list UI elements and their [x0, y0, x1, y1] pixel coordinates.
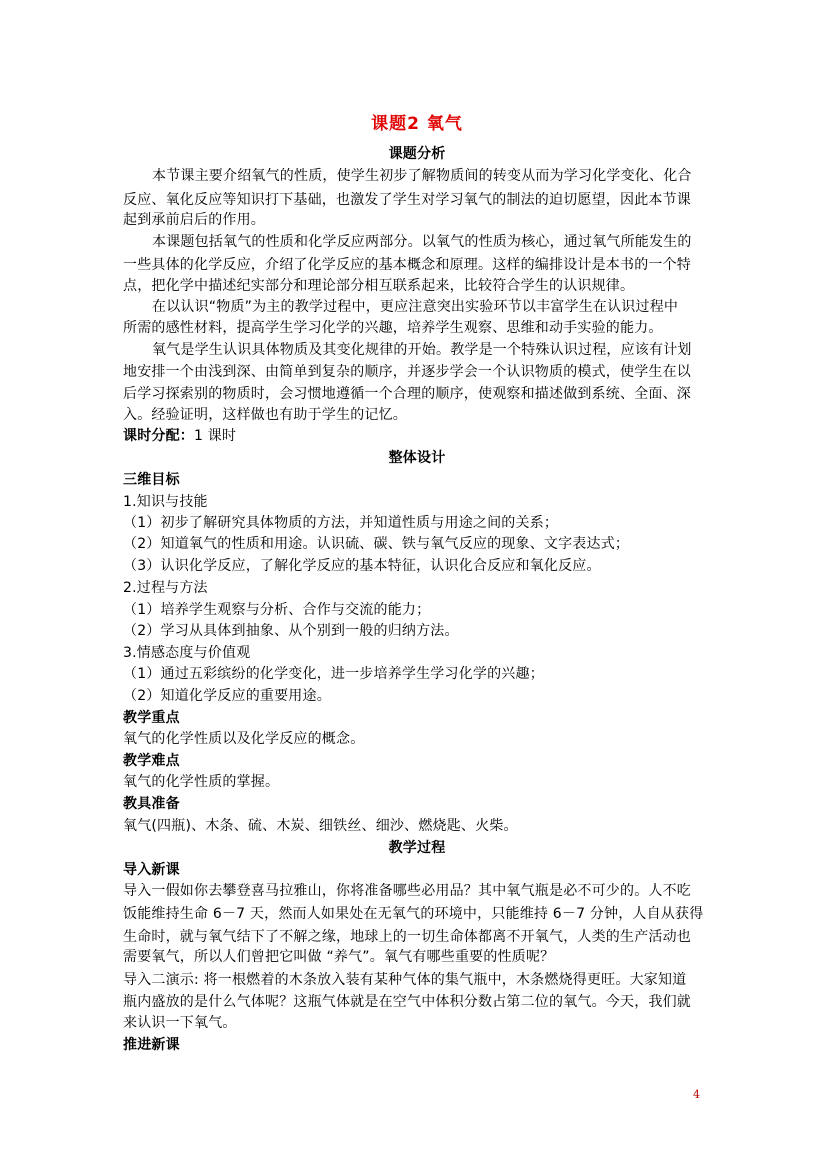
hours-value: 1 课时 [194, 428, 237, 444]
paragraph-line: 来认识一下氧气。 [123, 1015, 237, 1031]
paragraph-line: 起到承前启后的作用。 [123, 212, 265, 228]
paragraph-line: 氧气是学生认识具体物质及其变化规律的开始。教学是一个特殊认识过程，应该有计划 [152, 342, 692, 358]
goal-item: （2）知道氧气的性质和用途。认识硫、碳、铁与氧气反应的现象、文字表达式； [123, 536, 630, 552]
paragraph-line: 瓶内盛放的是什么气体呢？这瓶气体就是在空气中体积分数占第二位的氧气。今天，我们就 [123, 994, 691, 1010]
goal-item: （1）通过五彩缤纷的化学变化，进一步培养学生学习化学的兴趣； [123, 666, 544, 682]
paragraph-line: 本课题包括氧气的性质和化学反应两部分。以氧气的性质为核心，通过氧气所能发生的 [152, 234, 692, 250]
paragraph-line: 后学习探索别的物质时，会习惯地遵循一个合理的顺序，使观察和描述做到系统、全面、深 [123, 386, 691, 402]
key-text: 氧气的化学性质以及化学反应的概念。 [123, 731, 365, 747]
paragraph-line: 生命时，就与氧气结下了不解之缘，地球上的一切生命体都离不开氧气，人类的生产活动也 [123, 929, 691, 945]
paragraph-line: 一些具体的化学反应，介绍了化学反应的基本概念和原理。这样的编排设计是本书的一个特 [123, 257, 691, 273]
page-title: 课题2 氧气 [371, 114, 463, 134]
goal-item: （1）初步了解研究具体物质的方法，并知道性质与用途之间的关系； [123, 515, 559, 531]
paragraph-line: 本节课主要介绍氧气的性质，使学生初步了解物质间的转变从而为学习化学变化、化合 [152, 168, 692, 184]
paragraph-line: 导入二演示: 将一根燃着的木条放入装有某种气体的集气瓶中，木条燃烧得更旺。大家知道 [123, 972, 687, 988]
goals-heading: 三维目标 [123, 472, 180, 488]
hours-label: 课时分配： [123, 428, 194, 444]
goal-item: （3）认识化学反应，了解化学反应的基本特征，认识化合反应和氧化反应。 [123, 558, 601, 574]
advance-heading: 推进新课 [123, 1037, 180, 1053]
page-number: 4 [693, 1088, 700, 1101]
paragraph-line: 在以认识“物质”为主的教学过程中，更应注意突出实验环节以丰富学生在认识过程中 [152, 299, 679, 315]
paragraph-line: 导入一假如你去攀登喜马拉雅山，你将准备哪些必用品？其中氧气瓶是必不可少的。人不吃 [123, 883, 691, 899]
materials-text: 氧气(四瓶)、木条、硫、木炭、细铁丝、细沙、燃烧匙、火柴。 [123, 818, 518, 834]
paragraph-line: 点，把化学中描述纪实部分和理论部分相互联系起来，比较符合学生的认识规律。 [123, 278, 635, 294]
materials-heading: 教具准备 [123, 796, 180, 812]
goal-item: （2）知道化学反应的重要用途。 [123, 688, 331, 704]
paragraph-line: 地安排一个由浅到深、由简单到复杂的顺序，并逐步学会一个认识物质的模式，使学生在以 [123, 364, 691, 380]
paragraph-line: 所需的感性材料，提高学生学习化学的兴趣，培养学生观察、思维和动手实验的能力。 [123, 320, 663, 336]
paragraph-line: 需要氧气，所以人们曾把它叫做 “养气”。氧气有哪些重要的性质呢？ [123, 949, 555, 965]
intro-heading: 导入新课 [123, 862, 180, 878]
goal1-heading: 1.知识与技能 [123, 494, 208, 510]
goal-item: （2）学习从具体到抽象、从个别到一般的归纳方法。 [123, 623, 459, 639]
difficulty-text: 氧气的化学性质的掌握。 [123, 774, 280, 790]
paragraph-line: 饭能维持生命 6－7 天，然而人如果处在无氧气的环境中，只能维持 6－7 分钟，人自从获得 [123, 906, 704, 922]
goal2-heading: 2.过程与方法 [123, 580, 208, 596]
goal3-heading: 3.情感态度与价值观 [123, 645, 251, 661]
key-heading: 教学重点 [123, 710, 180, 726]
process-heading: 教学过程 [388, 840, 446, 856]
design-heading: 整体设计 [388, 450, 446, 466]
analysis-heading: 课题分析 [388, 146, 446, 162]
goal-item: （1）培养学生观察与分析、合作与交流的能力； [123, 602, 431, 618]
paragraph-line: 入。经验证明，这样做也有助于学生的记忆。 [123, 407, 407, 423]
difficulty-heading: 教学难点 [123, 753, 180, 769]
hours-line [123, 425, 236, 447]
paragraph-line: 反应、氧化反应等知识打下基础，也激发了学生对学习氧气的制法的迫切愿望，因此本节课 [123, 192, 691, 208]
